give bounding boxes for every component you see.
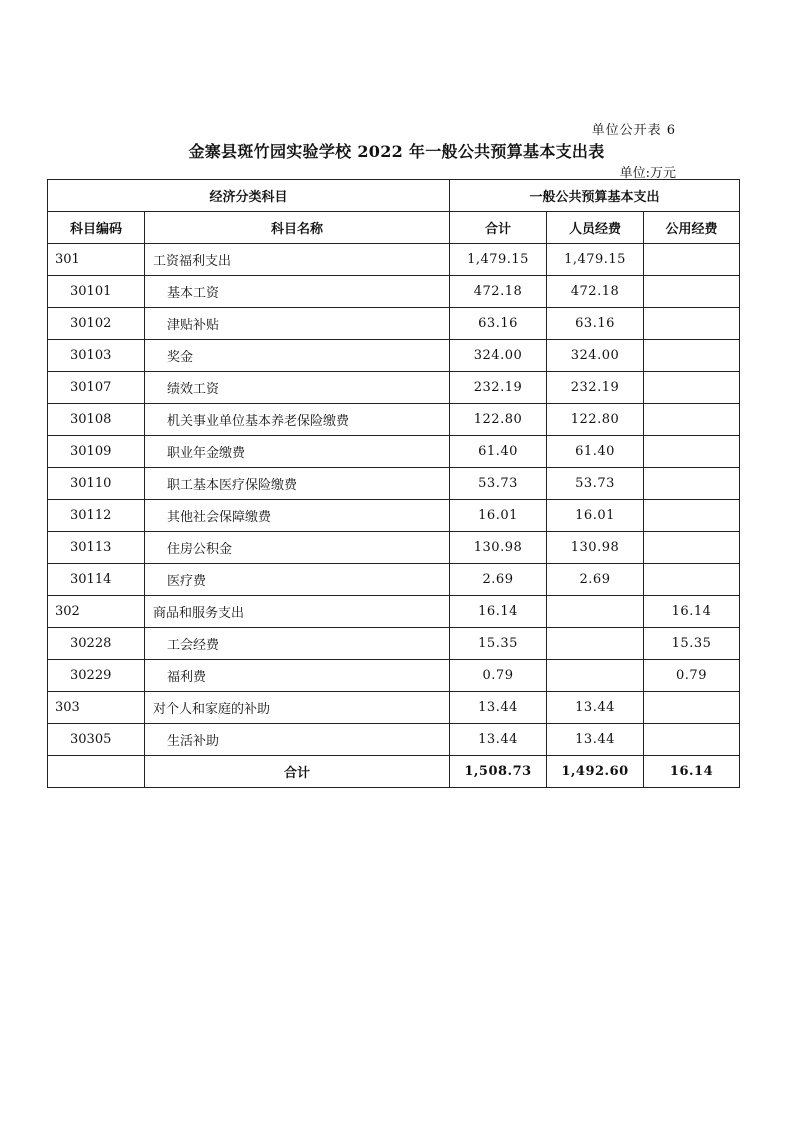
table-row	[48, 500, 740, 532]
table-row	[48, 340, 740, 372]
row-personnel: 324.00	[547, 340, 644, 372]
table-row	[48, 692, 740, 724]
row-name: 绩效工资	[145, 372, 450, 404]
total-row	[48, 756, 740, 788]
row-name: 商品和服务支出	[145, 596, 450, 628]
row-personnel: 16.01	[547, 500, 644, 532]
row-code: 30109	[48, 436, 145, 468]
row-public	[644, 244, 740, 276]
row-code: 30305	[48, 724, 145, 756]
group-header-basic-expenditure: 一般公共预算基本支出	[450, 180, 740, 212]
row-code: 30108	[48, 404, 145, 436]
row-code: 30114	[48, 564, 145, 596]
row-public	[644, 372, 740, 404]
table-row	[48, 660, 740, 692]
row-name: 生活补助	[145, 724, 450, 756]
row-total: 13.44	[450, 692, 547, 724]
row-personnel: 61.40	[547, 436, 644, 468]
row-code: 302	[48, 596, 145, 628]
row-personnel: 472.18	[547, 276, 644, 308]
row-public	[644, 340, 740, 372]
row-name: 对个人和家庭的补助	[145, 692, 450, 724]
column-header-public: 公用经费	[644, 212, 740, 244]
row-personnel: 122.80	[547, 404, 644, 436]
row-name: 职业年金缴费	[145, 436, 450, 468]
row-code: 30101	[48, 276, 145, 308]
row-total: 324.00	[450, 340, 547, 372]
total-row-public: 16.14	[644, 756, 740, 788]
total-row-personnel: 1,492.60	[547, 756, 644, 788]
row-public	[644, 404, 740, 436]
table-row	[48, 564, 740, 596]
table-row	[48, 308, 740, 340]
row-total: 16.01	[450, 500, 547, 532]
row-total: 2.69	[450, 564, 547, 596]
row-public	[644, 724, 740, 756]
row-total: 13.44	[450, 724, 547, 756]
row-public	[644, 436, 740, 468]
row-name: 津贴补贴	[145, 308, 450, 340]
row-name: 工资福利支出	[145, 244, 450, 276]
row-personnel: 1,479.15	[547, 244, 644, 276]
row-name: 基本工资	[145, 276, 450, 308]
row-name: 职工基本医疗保险缴费	[145, 468, 450, 500]
table-row	[48, 276, 740, 308]
row-public	[644, 468, 740, 500]
row-name: 奖金	[145, 340, 450, 372]
total-row-total: 1,508.73	[450, 756, 547, 788]
total-row-code-cell	[48, 756, 145, 788]
row-public: 16.14	[644, 596, 740, 628]
row-personnel: 63.16	[547, 308, 644, 340]
table-row	[48, 468, 740, 500]
row-name: 机关事业单位基本养老保险缴费	[145, 404, 450, 436]
row-total: 53.73	[450, 468, 547, 500]
row-public	[644, 500, 740, 532]
table-row	[48, 532, 740, 564]
row-name: 医疗费	[145, 564, 450, 596]
row-personnel	[547, 660, 644, 692]
row-code: 303	[48, 692, 145, 724]
row-code: 30103	[48, 340, 145, 372]
row-code: 30102	[48, 308, 145, 340]
row-code: 30107	[48, 372, 145, 404]
row-public	[644, 276, 740, 308]
total-row-label: 合计	[145, 756, 450, 788]
row-public	[644, 532, 740, 564]
budget-table	[47, 179, 740, 788]
row-name: 住房公积金	[145, 532, 450, 564]
row-total: 15.35	[450, 628, 547, 660]
row-total: 61.40	[450, 436, 547, 468]
row-public	[644, 564, 740, 596]
row-total: 122.80	[450, 404, 547, 436]
row-total: 1,479.15	[450, 244, 547, 276]
table-row	[48, 436, 740, 468]
row-code: 30228	[48, 628, 145, 660]
row-personnel: 53.73	[547, 468, 644, 500]
table-row	[48, 372, 740, 404]
row-code: 301	[48, 244, 145, 276]
table-row	[48, 404, 740, 436]
row-code: 30113	[48, 532, 145, 564]
row-total: 232.19	[450, 372, 547, 404]
row-personnel	[547, 596, 644, 628]
table-group-header-row	[48, 180, 740, 212]
row-public	[644, 692, 740, 724]
row-code: 30110	[48, 468, 145, 500]
row-total: 130.98	[450, 532, 547, 564]
row-personnel: 13.44	[547, 692, 644, 724]
row-public: 0.79	[644, 660, 740, 692]
row-name: 其他社会保障缴费	[145, 500, 450, 532]
row-personnel	[547, 628, 644, 660]
row-personnel: 232.19	[547, 372, 644, 404]
row-name: 福利费	[145, 660, 450, 692]
table-row	[48, 596, 740, 628]
column-header-total: 合计	[450, 212, 547, 244]
table-column-header-row	[48, 212, 740, 244]
form-number: 单位公开表 6	[591, 123, 676, 138]
table-row	[48, 724, 740, 756]
page-title: 金寨县斑竹园实验学校 2022 年一般公共预算基本支出表	[188, 142, 605, 161]
table-row	[48, 628, 740, 660]
column-header-name: 科目名称	[145, 212, 450, 244]
group-header-economic-classification: 经济分类科目	[48, 180, 450, 212]
column-header-code: 科目编码	[48, 212, 145, 244]
row-total: 0.79	[450, 660, 547, 692]
row-personnel: 13.44	[547, 724, 644, 756]
row-public: 15.35	[644, 628, 740, 660]
row-total: 16.14	[450, 596, 547, 628]
row-personnel: 2.69	[547, 564, 644, 596]
row-total: 472.18	[450, 276, 547, 308]
column-header-personnel: 人员经费	[547, 212, 644, 244]
table-row	[48, 244, 740, 276]
row-name: 工会经费	[145, 628, 450, 660]
unit-label: 单位:万元	[619, 166, 676, 181]
row-total: 63.16	[450, 308, 547, 340]
row-personnel: 130.98	[547, 532, 644, 564]
row-code: 30229	[48, 660, 145, 692]
row-public	[644, 308, 740, 340]
row-code: 30112	[48, 500, 145, 532]
